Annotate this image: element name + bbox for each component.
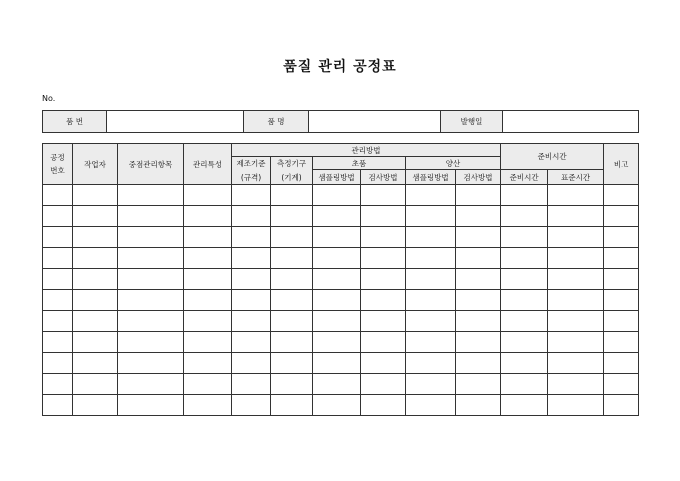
table-cell[interactable]: [604, 374, 639, 395]
header-info-table: [42, 110, 639, 133]
table-row: [43, 185, 639, 206]
table-cell[interactable]: [361, 248, 406, 269]
table-cell[interactable]: [361, 311, 406, 332]
table-cell[interactable]: [118, 395, 184, 416]
table-row: [43, 353, 639, 374]
key-items-header: 중점관리항목: [118, 144, 184, 185]
table-cell[interactable]: [271, 227, 313, 248]
table-cell[interactable]: [604, 353, 639, 374]
table-cell[interactable]: [604, 248, 639, 269]
table-cell[interactable]: [73, 332, 118, 353]
table-cell[interactable]: [232, 269, 271, 290]
table-cell[interactable]: [501, 353, 548, 374]
table-cell[interactable]: [118, 206, 184, 227]
manufacturing-standard-header: [232, 157, 271, 185]
management-characteristics-header: 관리특성: [184, 144, 232, 185]
table-cell[interactable]: [406, 185, 456, 206]
table-cell[interactable]: [313, 353, 361, 374]
part-name-label: 품 명: [244, 111, 309, 133]
table-cell[interactable]: [184, 311, 232, 332]
table-cell[interactable]: [232, 395, 271, 416]
table-cell[interactable]: [232, 374, 271, 395]
table-cell[interactable]: [406, 269, 456, 290]
page-title: 품질 관리 공정표: [283, 59, 397, 75]
table-cell[interactable]: [548, 332, 604, 353]
table-cell[interactable]: [43, 290, 73, 311]
table-row: [43, 269, 639, 290]
table-cell[interactable]: [73, 227, 118, 248]
table-cell[interactable]: [118, 332, 184, 353]
table-cell[interactable]: [548, 353, 604, 374]
table-row: [43, 227, 639, 248]
table-cell[interactable]: [232, 311, 271, 332]
worker-header: 작업자: [73, 144, 118, 185]
table-cell[interactable]: [501, 374, 548, 395]
table-cell[interactable]: [73, 311, 118, 332]
table-cell[interactable]: [361, 353, 406, 374]
table-cell[interactable]: [184, 269, 232, 290]
table-cell[interactable]: [118, 290, 184, 311]
table-cell[interactable]: [456, 227, 501, 248]
table-cell[interactable]: [313, 248, 361, 269]
mass-production-header: 양산: [406, 157, 501, 170]
table-cell[interactable]: [501, 332, 548, 353]
table-cell[interactable]: [43, 206, 73, 227]
table-cell[interactable]: [548, 395, 604, 416]
table-cell[interactable]: [501, 227, 548, 248]
table-cell[interactable]: [313, 395, 361, 416]
table-cell[interactable]: [43, 227, 73, 248]
table-cell[interactable]: [232, 353, 271, 374]
table-cell[interactable]: [361, 332, 406, 353]
table-cell[interactable]: [73, 206, 118, 227]
table-cell[interactable]: [313, 185, 361, 206]
issue-date-field[interactable]: [503, 111, 639, 133]
table-cell[interactable]: [456, 206, 501, 227]
table-row: [43, 395, 639, 416]
table-cell[interactable]: [271, 353, 313, 374]
part-name-field[interactable]: [309, 111, 441, 133]
table-cell[interactable]: [604, 290, 639, 311]
standard-time-header: 표준시간: [548, 170, 604, 185]
table-cell[interactable]: [456, 290, 501, 311]
preparation-time-group-header: 준비시간: [501, 144, 604, 170]
table-cell[interactable]: [501, 311, 548, 332]
document-number-label: No.: [42, 94, 56, 103]
table-cell[interactable]: [271, 332, 313, 353]
table-cell[interactable]: [43, 269, 73, 290]
table-cell[interactable]: [548, 248, 604, 269]
table-cell[interactable]: [118, 269, 184, 290]
table-cell[interactable]: [604, 395, 639, 416]
table-cell[interactable]: [361, 206, 406, 227]
table-cell[interactable]: [501, 395, 548, 416]
preparation-time-header: 준비시간: [501, 170, 548, 185]
table-cell[interactable]: [548, 374, 604, 395]
table-cell[interactable]: [361, 290, 406, 311]
table-cell[interactable]: [184, 227, 232, 248]
table-cell[interactable]: [501, 185, 548, 206]
table-cell[interactable]: [604, 206, 639, 227]
table-row: [43, 332, 639, 353]
table-cell[interactable]: [232, 206, 271, 227]
table-cell[interactable]: [43, 374, 73, 395]
table-cell[interactable]: [406, 353, 456, 374]
table-cell[interactable]: [604, 227, 639, 248]
table-cell[interactable]: [604, 185, 639, 206]
table-cell[interactable]: [73, 185, 118, 206]
table-cell[interactable]: [73, 395, 118, 416]
initial-product-header: 초품: [313, 157, 406, 170]
table-cell[interactable]: [313, 311, 361, 332]
measuring-tool-line1: 측정기구: [277, 159, 306, 168]
table-cell[interactable]: [118, 311, 184, 332]
table-cell[interactable]: [118, 227, 184, 248]
table-cell[interactable]: [118, 353, 184, 374]
table-cell[interactable]: [548, 227, 604, 248]
table-cell[interactable]: [501, 206, 548, 227]
table-cell[interactable]: [406, 227, 456, 248]
table-cell[interactable]: [604, 269, 639, 290]
table-cell[interactable]: [232, 248, 271, 269]
table-cell[interactable]: [118, 374, 184, 395]
table-cell[interactable]: [43, 395, 73, 416]
management-method-header: 관리방법: [232, 144, 501, 157]
table-cell[interactable]: [456, 353, 501, 374]
table-cell[interactable]: [313, 227, 361, 248]
measuring-tool-line2: (기계): [281, 173, 302, 182]
table-cell[interactable]: [184, 374, 232, 395]
table-cell[interactable]: [456, 311, 501, 332]
manufacturing-standard-line1: 제조기준: [236, 159, 266, 168]
table-cell[interactable]: [271, 290, 313, 311]
table-cell[interactable]: [184, 353, 232, 374]
table-cell[interactable]: [548, 269, 604, 290]
table-cell[interactable]: [73, 353, 118, 374]
part-number-label: 품 번: [43, 111, 107, 133]
table-cell[interactable]: [184, 185, 232, 206]
table-cell[interactable]: [501, 269, 548, 290]
table-cell[interactable]: [456, 332, 501, 353]
process-number-header: 공정 번호: [43, 144, 73, 185]
table-cell[interactable]: [456, 395, 501, 416]
table-cell[interactable]: [456, 248, 501, 269]
table-row: [43, 374, 639, 395]
table-cell[interactable]: [232, 332, 271, 353]
table-cell[interactable]: [43, 311, 73, 332]
table-cell[interactable]: [456, 374, 501, 395]
table-cell[interactable]: [184, 332, 232, 353]
table-cell[interactable]: [43, 353, 73, 374]
table-row: [43, 206, 639, 227]
table-cell[interactable]: [232, 290, 271, 311]
initial-sampling-method-header: 샘플링방법: [313, 170, 361, 185]
table-cell[interactable]: [501, 290, 548, 311]
table-cell[interactable]: [548, 206, 604, 227]
table-cell[interactable]: [548, 290, 604, 311]
table-cell[interactable]: [271, 206, 313, 227]
table-cell[interactable]: [456, 269, 501, 290]
table-cell[interactable]: [406, 206, 456, 227]
table-cell[interactable]: [271, 374, 313, 395]
table-cell[interactable]: [184, 395, 232, 416]
mass-sampling-method-header: 샘플링방법: [406, 170, 456, 185]
table-cell[interactable]: [232, 227, 271, 248]
table-cell[interactable]: [118, 248, 184, 269]
table-cell[interactable]: [406, 374, 456, 395]
manufacturing-standard-line2: (규격): [240, 173, 262, 182]
table-cell[interactable]: [604, 332, 639, 353]
table-cell[interactable]: [406, 248, 456, 269]
table-cell[interactable]: [313, 290, 361, 311]
table-row: [43, 311, 639, 332]
table-cell[interactable]: [406, 332, 456, 353]
table-cell[interactable]: [43, 248, 73, 269]
table-cell[interactable]: [271, 248, 313, 269]
table-row: [43, 248, 639, 269]
table-cell[interactable]: [73, 374, 118, 395]
table-cell[interactable]: [271, 395, 313, 416]
table-cell[interactable]: [43, 185, 73, 206]
remarks-header: 비고: [604, 144, 639, 185]
table-cell[interactable]: [73, 269, 118, 290]
table-cell[interactable]: [43, 332, 73, 353]
table-cell[interactable]: [361, 395, 406, 416]
table-row: [43, 290, 639, 311]
part-number-field[interactable]: [107, 111, 244, 133]
table-cell[interactable]: [406, 290, 456, 311]
table-cell[interactable]: [548, 311, 604, 332]
table-cell[interactable]: [361, 227, 406, 248]
table-cell[interactable]: [271, 185, 313, 206]
table-cell[interactable]: [232, 185, 271, 206]
table-cell[interactable]: [406, 395, 456, 416]
table-cell[interactable]: [456, 185, 501, 206]
table-cell[interactable]: [118, 185, 184, 206]
table-cell[interactable]: [271, 269, 313, 290]
table-cell[interactable]: [361, 374, 406, 395]
table-cell[interactable]: [184, 248, 232, 269]
table-cell[interactable]: [604, 311, 639, 332]
measuring-tool-header: [271, 157, 313, 185]
table-cell[interactable]: [184, 290, 232, 311]
table-cell[interactable]: [313, 206, 361, 227]
table-cell[interactable]: [73, 290, 118, 311]
table-cell[interactable]: [184, 206, 232, 227]
table-cell[interactable]: [361, 269, 406, 290]
table-cell[interactable]: [406, 311, 456, 332]
table-cell[interactable]: [501, 248, 548, 269]
table-cell[interactable]: [361, 185, 406, 206]
table-cell[interactable]: [73, 248, 118, 269]
table-cell[interactable]: [313, 269, 361, 290]
process-control-table: [42, 143, 639, 416]
table-cell[interactable]: [313, 374, 361, 395]
table-cell[interactable]: [548, 185, 604, 206]
table-cell[interactable]: [271, 311, 313, 332]
mass-inspection-method-header: 검사방법: [456, 170, 501, 185]
issue-date-label: 발행일: [441, 111, 503, 133]
table-cell[interactable]: [313, 332, 361, 353]
initial-inspection-method-header: 검사방법: [361, 170, 406, 185]
